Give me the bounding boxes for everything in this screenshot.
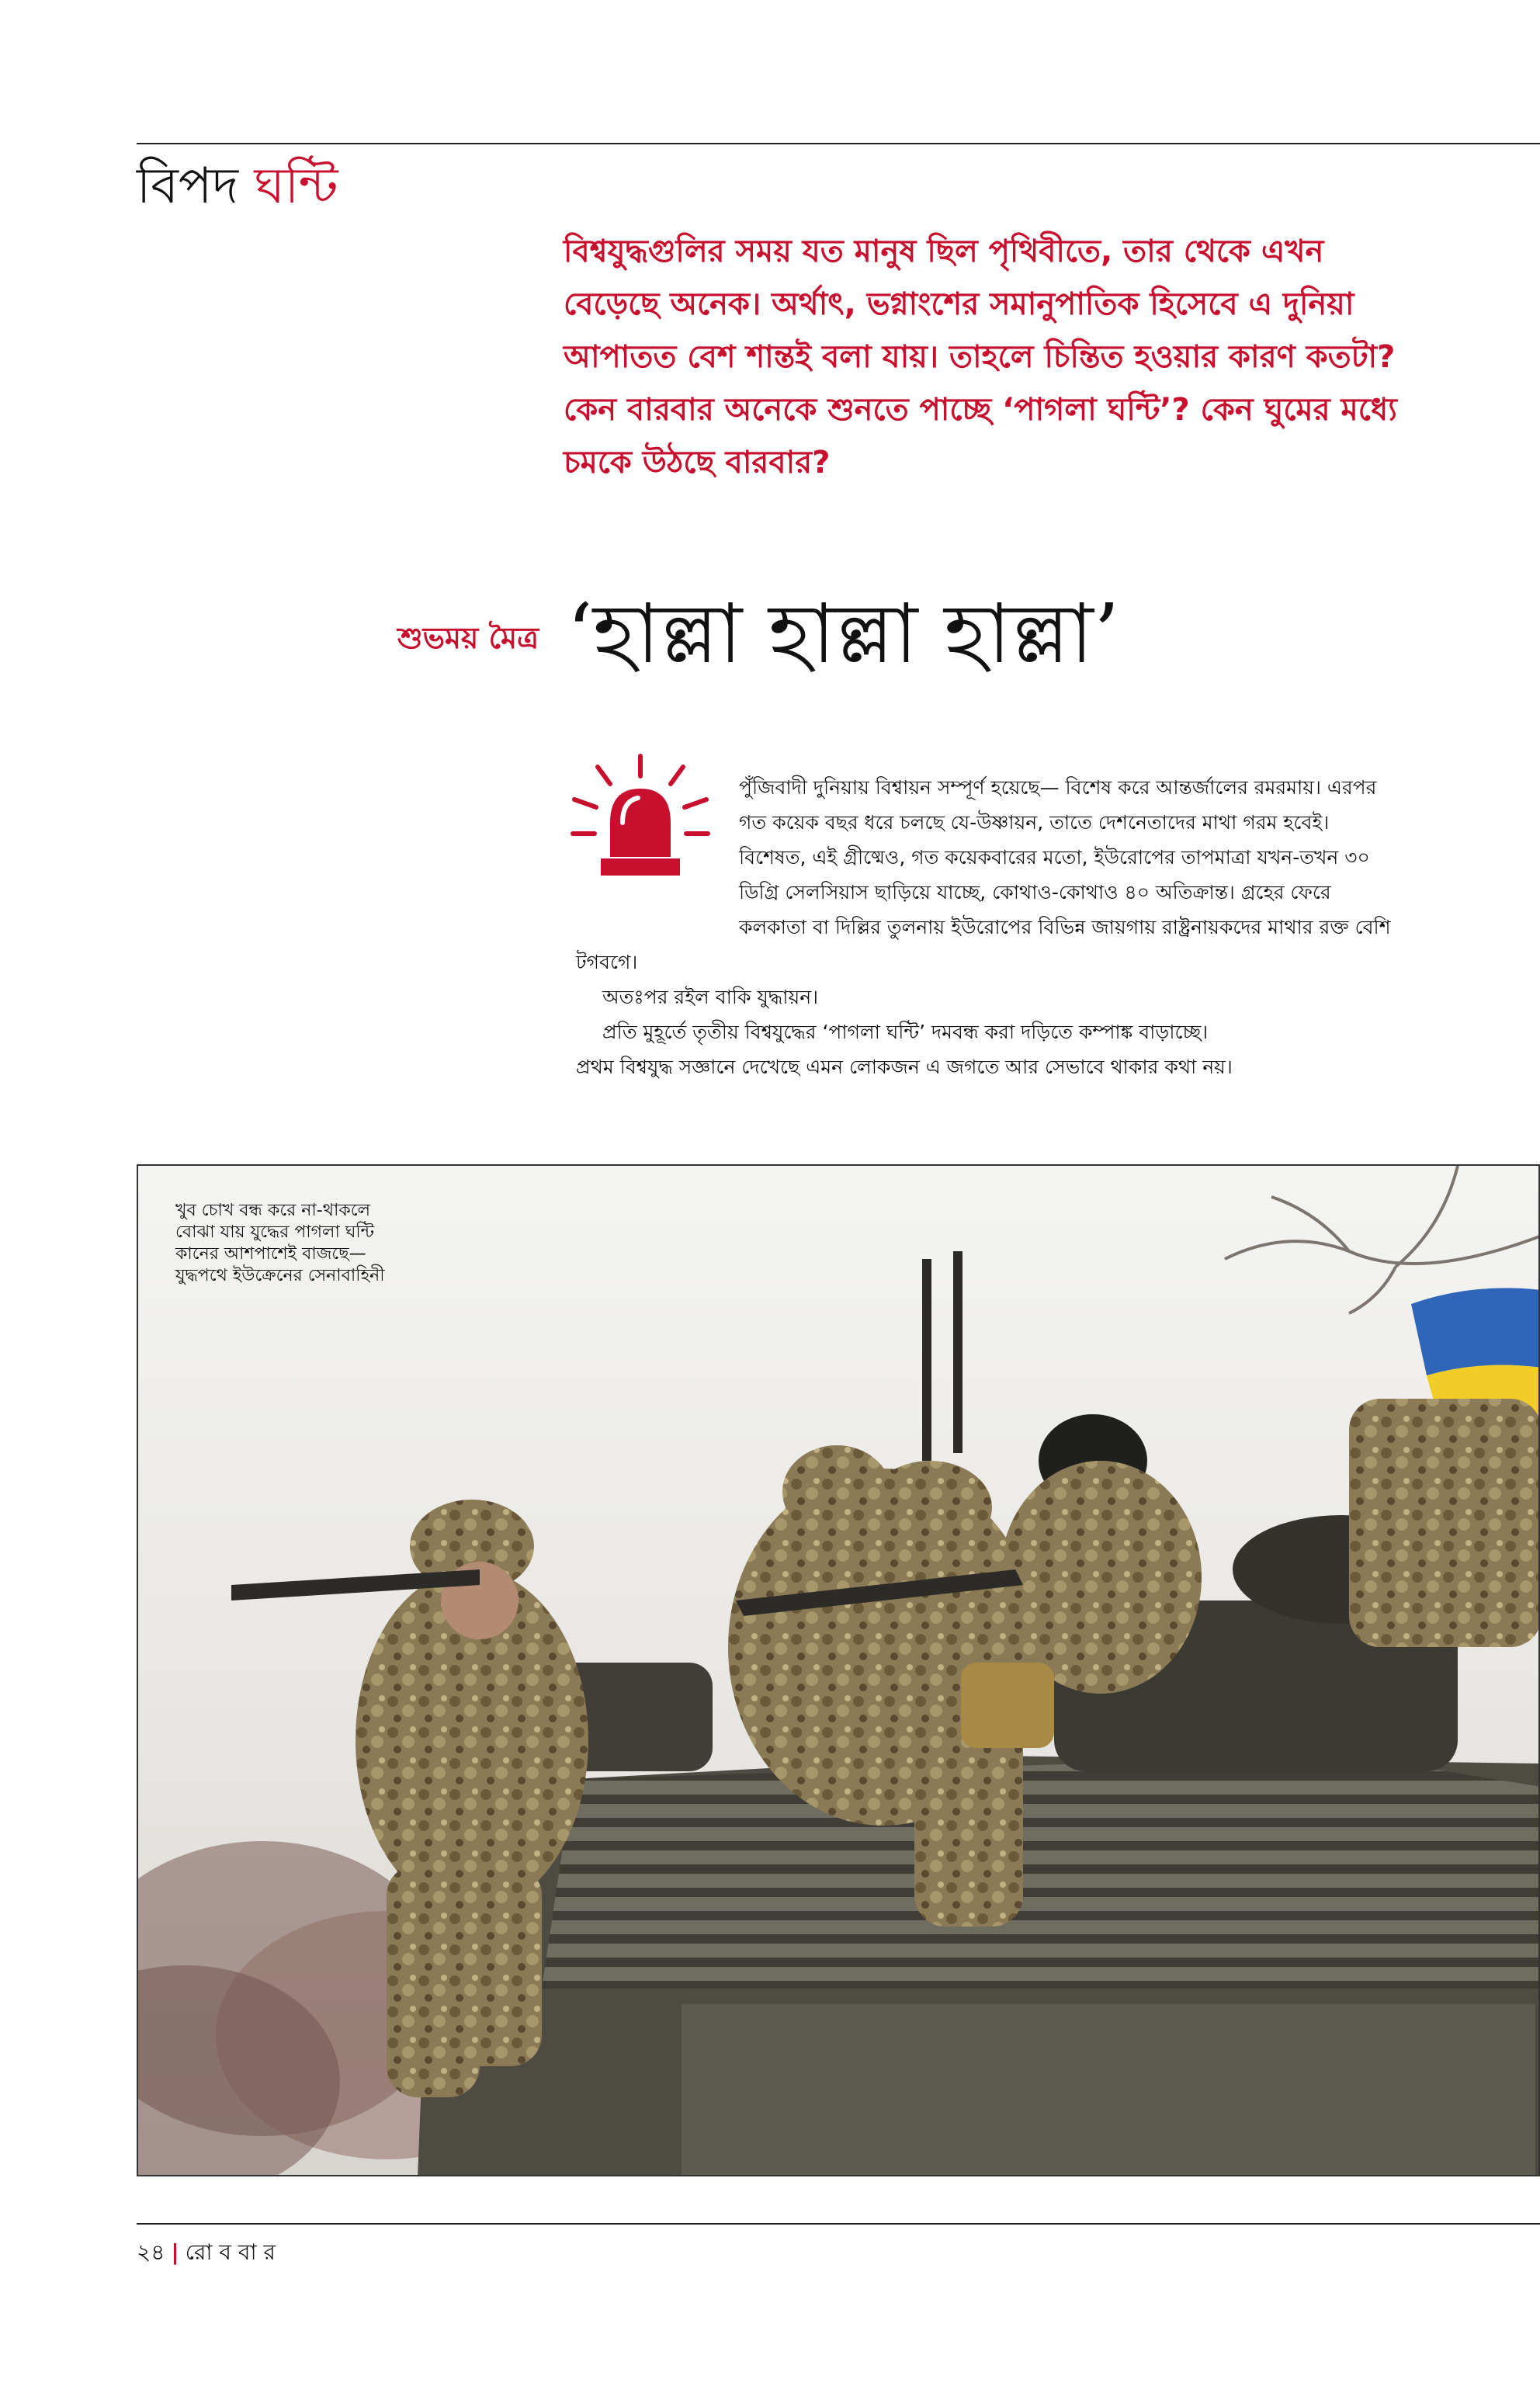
standfirst: বিশ্বযুদ্ধগুলির সময় যত মানুষ ছিল পৃথিবীতে, তার থেকে এখন বেড়েছে অনেক। অর্থাৎ, ভগ্নাংশের সমানুপাতিক হিসেবে এ দুনিয়া আপাতত বেশ শান্তই বলা যায়। তাহলে চিন্তিত হওয়ার কারণ কতটা? কেন বারবার অনেকে শুনতে পাচ্ছে ‘পাগলা ঘন্টি’? কেন ঘুমের মধ্যে চমকে উঠছে বারবার? (564, 234, 1397, 480)
body-paragraph-2: অতঃপর রইল বাকি যুদ্ধায়ন। (602, 986, 819, 1008)
section-title (137, 155, 338, 217)
section-title-word2: ঘন্টি (254, 158, 338, 215)
headline: ‘হাল্লা হাল্লা হাল্লা’ (567, 586, 1120, 681)
body-paragraph-4: প্রথম বিশ্বযুদ্ধ সজ্ঞানে দেখেছে এমন লোকজন এ জগতে আর সেভাবে থাকার কথা নয়। (576, 1056, 1233, 1078)
body-paragraph-1: পুঁজিবাদী দুনিয়ায় বিশ্বায়ন সম্পূর্ণ হয়েছে— বিশেষ করে আন্তর্জালের রমরমায়। এরপর গত কয়েক বছর ধরে চলছে যে-উষ্ণায়ন, তাতে দেশনেতাদের মাথা গরম হবেই। বিশেষত, এই গ্রীষ্মেও, গত কয়েকবারের মতো, ইউরোপের তাপমাত্রা যখন-তখন ৩০ ডিগ্রি সেলসিয়াস ছাড়িয়ে যাচ্ছে, কোথাও-কোথাও ৪০ অতিক্রান্ত। গ্রহের ফেরে কলকাতা বা দিল্লির তুলনায় ইউরোপের বিভিন্ন জায়গায় রাষ্ট্রনায়কদের মাথার রক্ত বেশি টগবগে। (576, 776, 1391, 973)
bottom-rule (137, 2223, 1540, 2225)
body-paragraph-3: প্রতি মুহূর্তে তৃতীয় বিশ্বযুদ্ধের ‘পাগলা ঘন্টি’ দমবন্ধ করা দড়িতে কম্পাঙ্ক বাড়াচ্ছে। (602, 1021, 1209, 1043)
author-byline: শুভময় মৈত্র (397, 621, 539, 655)
page-number: ২৪ (137, 2239, 165, 2265)
body-text (576, 770, 1399, 1084)
soldiers-photo (137, 1164, 1540, 2176)
footer-separator: | (171, 2239, 179, 2265)
footer (137, 2237, 276, 2268)
photo-caption: খুব চোখ বন্ধ করে না-থাকলে বোঝা যায় যুদ্ধের পাগলা ঘন্টি কানের আশপাশেই বাজছে— যুদ্ধপথে ইউক্রেনের সেনাবাহিনী (175, 1201, 385, 1285)
section-title-word1: বিপদ (137, 158, 238, 215)
top-rule (137, 143, 1540, 144)
publication-name: রো ব বা র (185, 2239, 276, 2265)
